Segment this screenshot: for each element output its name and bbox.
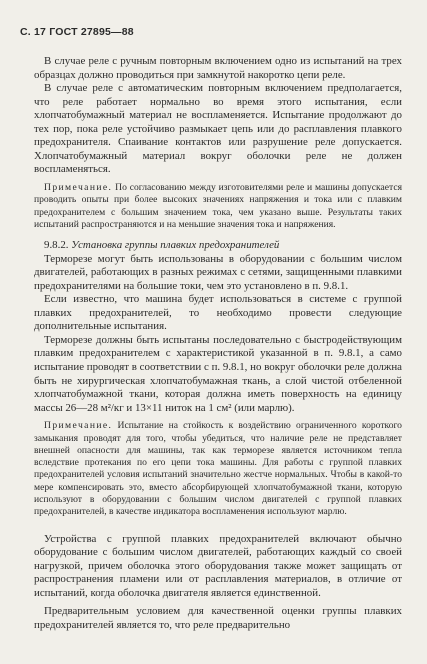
note-short-circuit (34, 420, 402, 518)
note-label: Примечание. (44, 420, 113, 432)
paragraph-auto-reset: В случае реле с автоматическим повторным включением предполагается, что реле работает нормально во время этого испытания, если хлопчатобумажный материал не воспламеняется. Испытание продолжают до тех пор, пока реле устойчиво размыкает цепь или до расплавления плавкого предохранителя. Спаивание контактов или разрушение реле допускается. Хлопчатобумажный материал вокруг оболочки реле не должен воспламеняться. (34, 82, 402, 176)
page-header: С. 17 ГОСТ 27895—88 (20, 26, 134, 38)
paragraph-fuse-devices: Устройства с группой плавких предохранителей включают обычно оборудование с большим числом двигателей, работающих каждый со своей нагрузкой, причем оболочка этого оборудования также может защищать от распространения пламени или от расплавления материалов, в отличие от испытаний, когда оболочка двигателя является единственной. (34, 532, 402, 599)
note-voltage-current (34, 182, 402, 231)
section-number: 9.8.2. (44, 239, 69, 252)
note-label: Примечание. (44, 181, 113, 193)
paragraph-fuse-system: Если известно, что машина будет использоваться в системе с группой плавких предохранителей, то необходимо провести следующие дополнительные испытания. (34, 293, 402, 333)
paragraph-manual-reset: В случае реле с ручным повторным включением одно из испытаний на трех образцах должно проводиться при замкнутой накоротко цепи реле. (34, 55, 402, 81)
section-heading (34, 239, 402, 253)
document-body (34, 55, 402, 632)
paragraph-precondition: Предварительным условием для качественной оценки группы плавких предохранителей является то, что реле предварительно (34, 605, 402, 631)
section-title: Установка группы плавких предохранителей (71, 239, 280, 252)
note-text: По согласованию между изготовителями реле и машины допускается проводить опыты при более высоких значениях напряжения и тока или с плавким предохранителем с большим значением тока, чем указано выше. Результаты таких испытаний распространяются и на меньшие значения тока и напряжения. (34, 181, 402, 230)
note-text: Испытание на стойкость к воздействию ограниченного короткого замыкания проводят для того, чтобы убедиться, что наличие реле не представляет внешней опасности для машины, так как терморезе является источником тепла вследствие протекания по его цепи тока машины. Для работы с группой плавких предохранителей условия испытаний значительно жестче нормальных. Чтобы в какой-то мере компенсировать это, вместо абсорбирующей хлопчатобумажной ткани, которую используют в оборудовании с большим числом двигателей с группой плавких предохранителей, в качестве индикатора воспламенения используют марлю. (34, 420, 402, 518)
paragraph-test-procedure: Терморезе должны быть испытаны последовательно с быстродействующим плавким предохранителем с характеристикой указанной в п. 9.8.1, а само испытание проводят в соответствии с п. 9.8.1, но вокруг оболочки реле должна быть не хирургическая хлопчатобумажная ткань, а слой чистой отбеленной хлопчатобумажной ткани, которая должна иметь поверхность на единицу массы 26—28 м²/кг и 13×11 ниток на 1 см² (или марлю). (34, 333, 402, 414)
paragraph-multi-motor: Терморезе могут быть использованы в оборудовании с большим числом двигателей, работающих в разных режимах с сетями, защищенными плавкими предохранителями на большие токи, чем это установлено в п. 9.8.1. (34, 252, 402, 292)
